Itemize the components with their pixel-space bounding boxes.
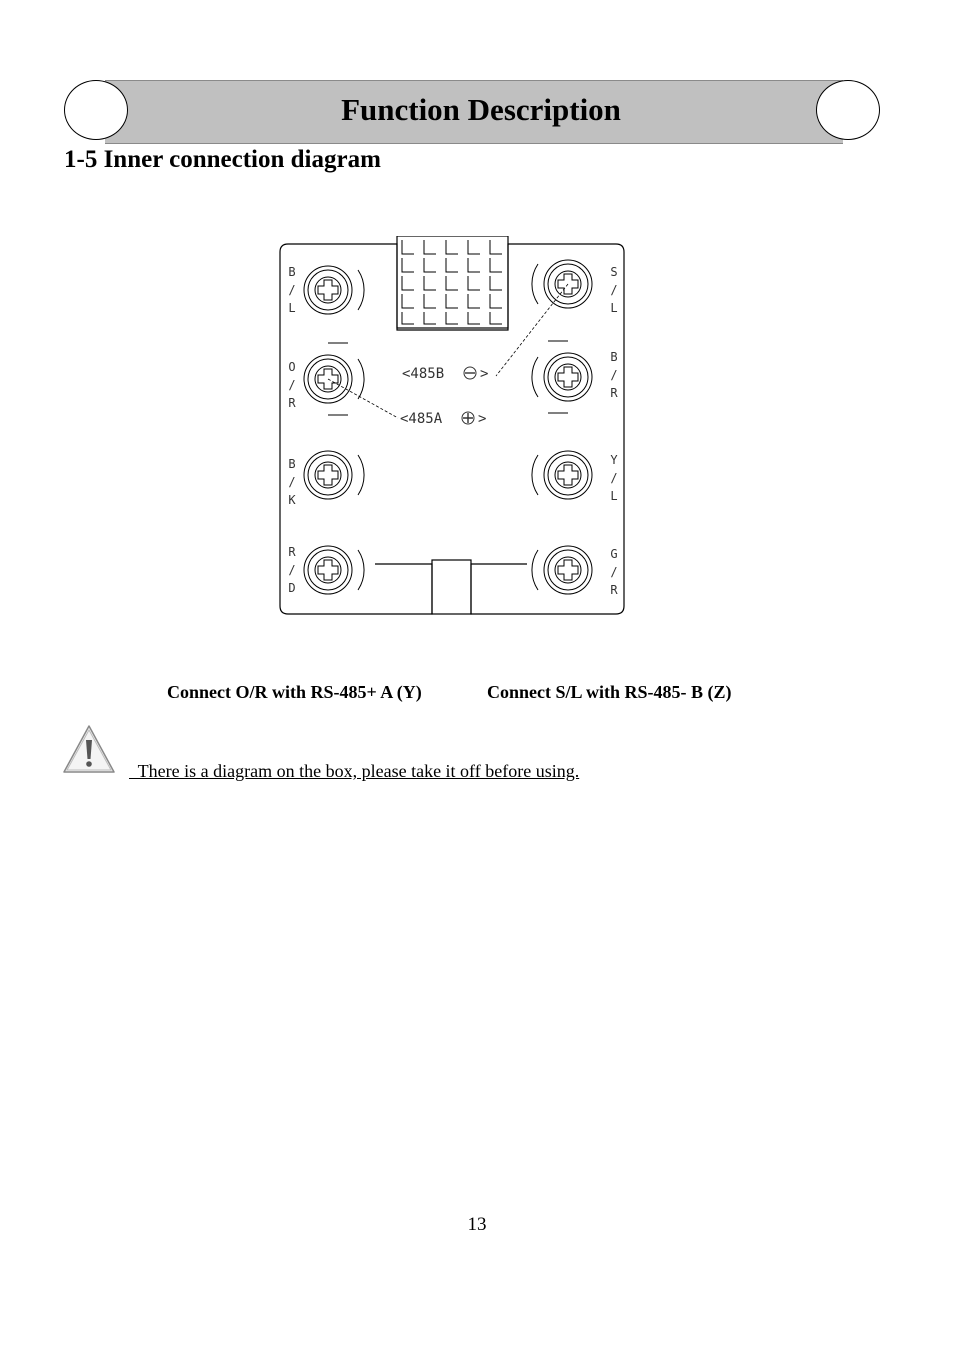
terminal-label-left-1: B / L — [288, 265, 296, 315]
plus-icon — [462, 412, 474, 424]
caption-connect-sl: Connect S/L with RS-485- B (Z) — [487, 682, 732, 702]
terminal-label-right-3: Y / L — [610, 453, 618, 503]
terminal-label-right-4: G / R — [610, 547, 618, 597]
warning-exclamation-icon — [62, 724, 116, 776]
label-485a: <485A — [400, 411, 443, 427]
label-485b: <485B — [402, 366, 445, 382]
caption-connect-or: Connect O/R with RS-485+ A (Y) — [167, 682, 422, 702]
terminal-label-right-1: S / L — [610, 265, 618, 315]
inner-connection-diagram — [278, 236, 626, 616]
label-485a-close: > — [478, 411, 487, 427]
page-title: Function Description — [341, 92, 621, 127]
terminal-label-left-3: B / K — [288, 457, 296, 507]
section-heading: 1-5 Inner connection diagram — [64, 146, 381, 173]
label-485b-close: > — [480, 366, 489, 382]
terminal-label-right-2: B / R — [610, 350, 618, 400]
warning-text: There is a diagram on the box, please take it off before using. — [129, 761, 580, 781]
terminal-label-left-4: R / D — [288, 545, 296, 595]
terminal-label-left-2: O / R — [288, 360, 296, 410]
minus-icon — [464, 367, 476, 379]
page-number: 13 — [467, 1214, 487, 1235]
